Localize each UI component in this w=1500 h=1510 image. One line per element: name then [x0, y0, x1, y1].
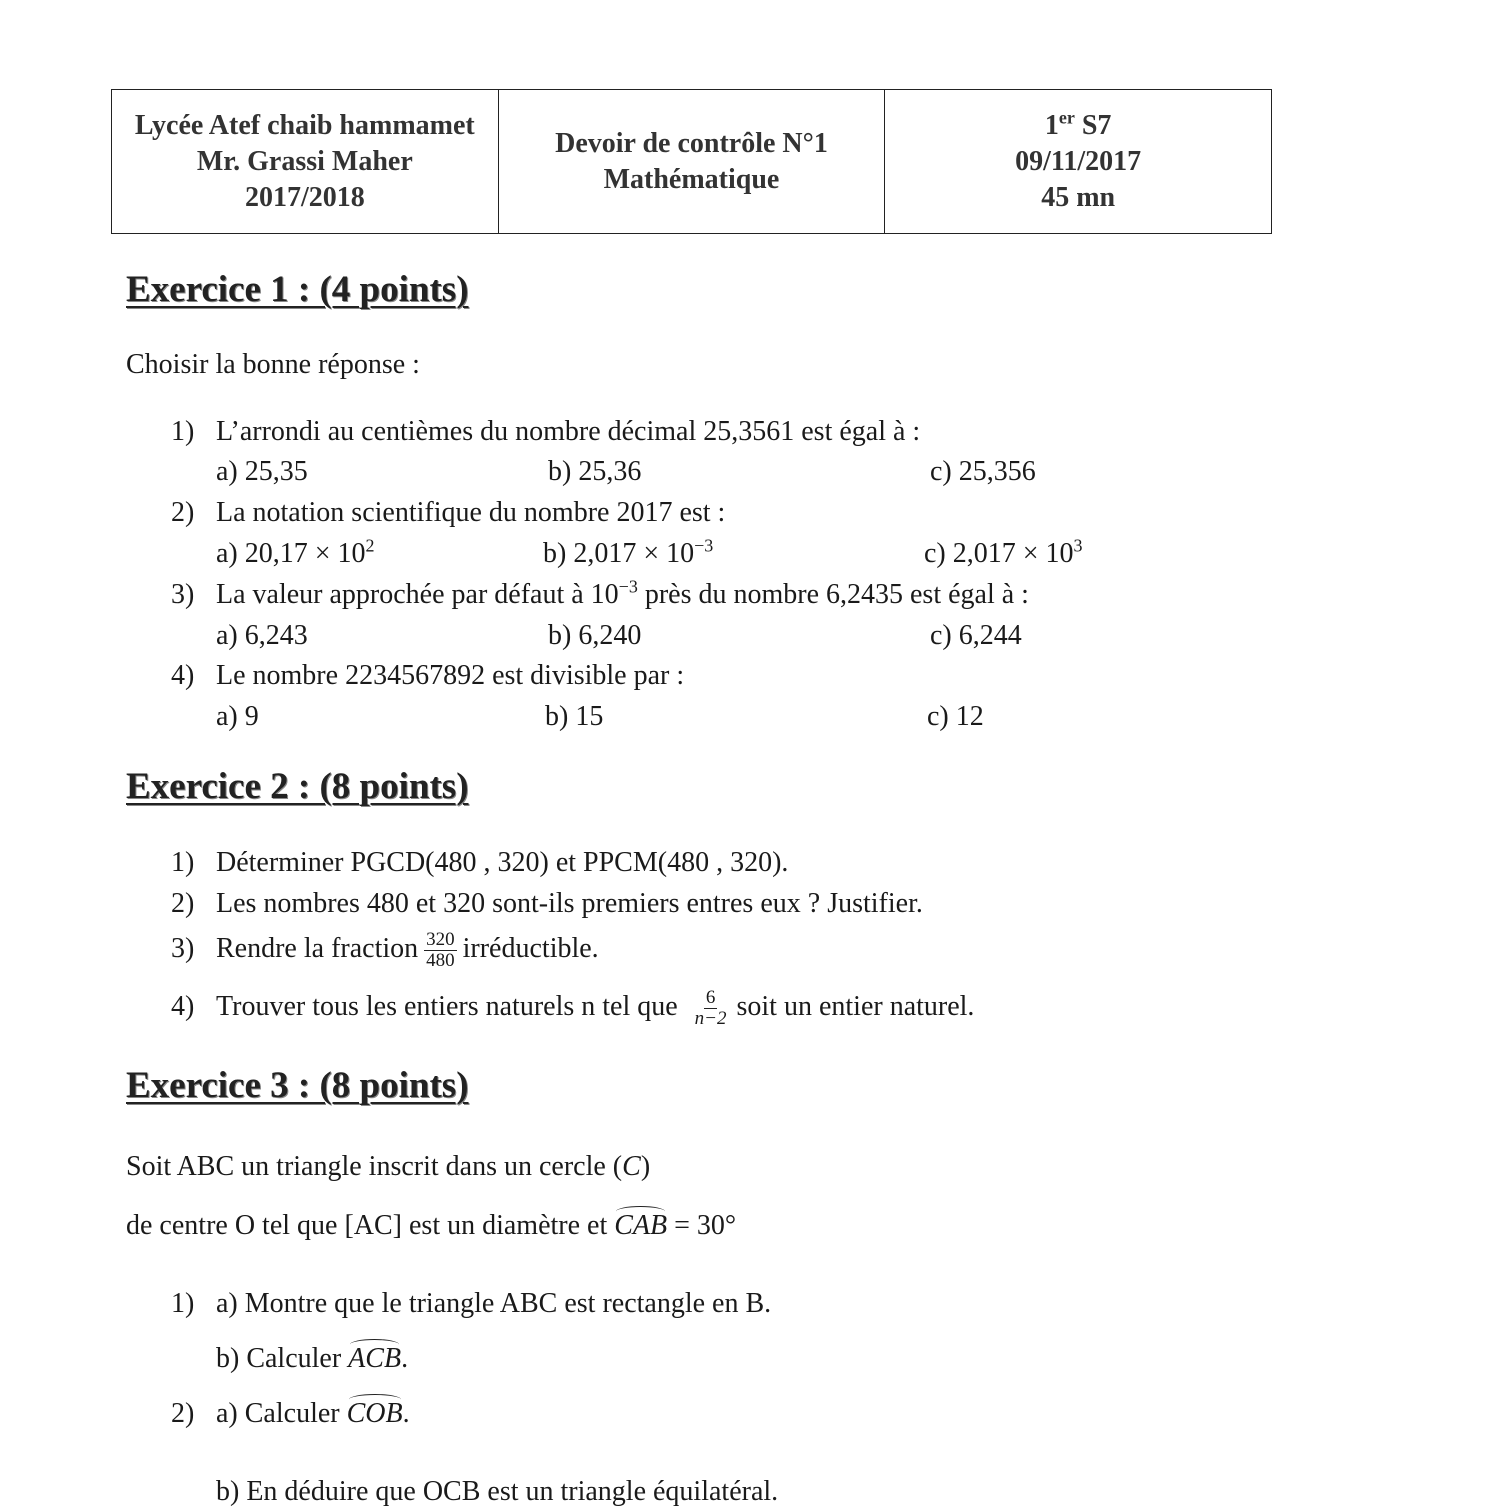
header-info-cell	[885, 90, 1272, 234]
ex1-q2-a: a) $20,17 \times 10^2$	[216, 535, 375, 569]
ex1-intro: Choisir la bonne réponse :	[126, 349, 420, 380]
ex2-q4: 4) Trouver tous les entiers naturels n tel que $\frac{6}{n-2}$ soit un entier naturel.	[171, 987, 975, 1029]
header-table	[111, 89, 1272, 234]
ex1-q2: 2) La notation scientifique du nombre 2017 est :	[171, 497, 726, 528]
exam-subject: Mathématique	[603, 163, 780, 195]
exam-date: 09/11/2017	[1015, 145, 1142, 177]
ex1-q3-a: a) 6,243	[216, 620, 308, 651]
ex1-q4: 4) Le nombre 2234567892 est divisible par :	[171, 660, 685, 691]
fraction: $\frac{320}{480}$	[426, 929, 455, 971]
ex1-q4-c: c) 12	[927, 701, 984, 732]
ex3-line1: Soit ABC un triangle inscrit dans un cercle (C)	[126, 1151, 651, 1182]
ex1-q2-b: b) $2,017 \times 10^{-3}$	[543, 535, 714, 569]
header-school-cell	[112, 90, 499, 234]
header-title-cell	[498, 90, 885, 234]
exam-title: Devoir de contrôle N°1	[555, 127, 828, 159]
ex3-q2b: b) En déduire que OCB est un triangle équilatéral.	[216, 1476, 779, 1507]
ex1-q3-b: b) 6,240	[548, 620, 642, 651]
class-name: 1er S7	[1044, 107, 1112, 141]
ex3-q2a: 2) a) Calculer COB.	[171, 1396, 410, 1432]
teacher-name: Mr. Grassi Maher	[196, 145, 413, 177]
ex2-q3: 3) Rendre la fraction $\frac{320}{480}$ irréductible.	[171, 929, 599, 971]
ex1-q1-c: c) 25,356	[930, 456, 1036, 487]
ex2-title: Exercice 2 : (8 points)	[126, 766, 469, 807]
ex1-q3: 3) La valeur approchée par défaut à $10^{-3}$ près du nombre 6,2435 est égal à :	[171, 576, 1029, 610]
ex1-q1-b: b) 25,36	[548, 456, 642, 487]
ex1-q4-b: b) 15	[545, 701, 604, 732]
ex1-title: Exercice 1 : (4 points)	[126, 269, 469, 310]
ex3-q1a: 1) a) Montre que le triangle ABC est rectangle en B.	[171, 1288, 772, 1319]
ex1-q1: 1) L’arrondi au centièmes du nombre décimal 25,3561 est égal à :	[171, 416, 921, 447]
ex3-title: Exercice 3 : (8 points)	[126, 1065, 469, 1106]
ex2-q2: 2) Les nombres 480 et 320 sont-ils premiers entres eux ? Justifier.	[171, 888, 923, 919]
ex2-q1: 1) Déterminer PGCD(480 , 320) et PPCM(480 , 320).	[171, 847, 789, 878]
fraction: $\frac{6}{n-2}$	[694, 987, 727, 1029]
exam-duration: 45 mn	[1041, 181, 1116, 213]
ex1-q2-c: c) $2,017 \times 10^3$	[924, 535, 1083, 569]
ex3-line2: de centre O tel que [AC] est un diamètre et CAB = 30°	[126, 1208, 736, 1244]
school-name: Lycée Atef chaib hammamet	[134, 109, 475, 141]
ex1-q4-a: a) 9	[216, 701, 259, 732]
ex1-q3-c: c) 6,244	[930, 620, 1022, 651]
ex3-q1b: b) Calculer ACB.	[216, 1341, 408, 1377]
school-year: 2017/2018	[244, 181, 365, 213]
ex1-q1-a: a) 25,35	[216, 456, 308, 487]
